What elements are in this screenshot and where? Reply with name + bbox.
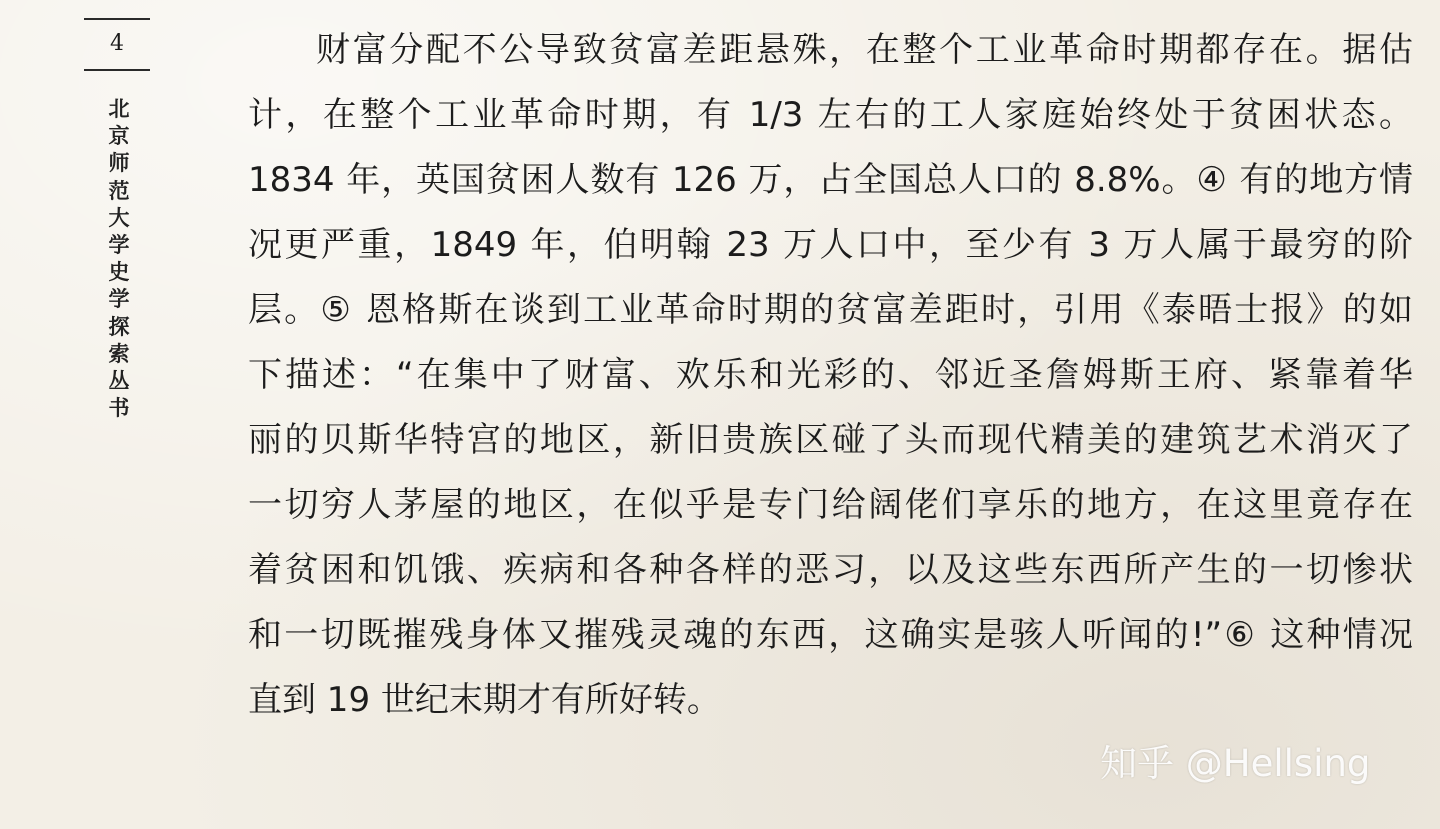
text-line: 财富分配不公导致贫富差距悬殊，在整个工业革命时期都存在。据估 bbox=[316, 30, 1413, 70]
text-line: 层。⑤ 恩格斯在谈到工业革命时期的贫富差距时，引用《泰晤士报》的如 bbox=[248, 290, 1413, 330]
text-line: 下描述：“在集中了财富、欢乐和光彩的、邻近圣詹姆斯王府、紧靠着华 bbox=[248, 355, 1413, 395]
text-line: 一切穷人茅屋的地区，在似乎是专门给阔佬们享乐的地方，在这里竟存在 bbox=[248, 485, 1413, 525]
series-title-vertical: 北京师范大学史学探索丛书 bbox=[108, 97, 130, 421]
text-line: 丽的贝斯华特宫的地区，新旧贵族区碰了头而现代精美的建筑艺术消灭了 bbox=[248, 420, 1413, 460]
text-line: 直到 19 世纪末期才有所好转。 bbox=[248, 680, 721, 720]
text-line: 和一切既摧残身体又摧残灵魂的东西，这确实是骇人听闻的!”⑥ 这种情况 bbox=[248, 615, 1413, 655]
page-number: 4 bbox=[110, 31, 124, 56]
text-line: 况更严重，1849 年，伯明翰 23 万人口中，至少有 3 万人属于最穷的阶 bbox=[248, 225, 1413, 265]
top-rule-divider bbox=[84, 18, 150, 20]
body-paragraph bbox=[248, 18, 1413, 733]
text-line: 计，在整个工业革命时期，有 1/3 左右的工人家庭始终处于贫困状态。 bbox=[248, 95, 1413, 135]
text-line: 着贫困和饥饿、疾病和各种各样的恶习，以及这些东西所产生的一切惨状 bbox=[248, 550, 1413, 590]
bottom-rule-divider bbox=[84, 69, 150, 71]
watermark-text: 知乎 @Hellsing bbox=[1100, 742, 1371, 785]
text-line: 1834 年，英国贫困人数有 126 万，占全国总人口的 8.8%。④ 有的地方情 bbox=[248, 160, 1413, 200]
